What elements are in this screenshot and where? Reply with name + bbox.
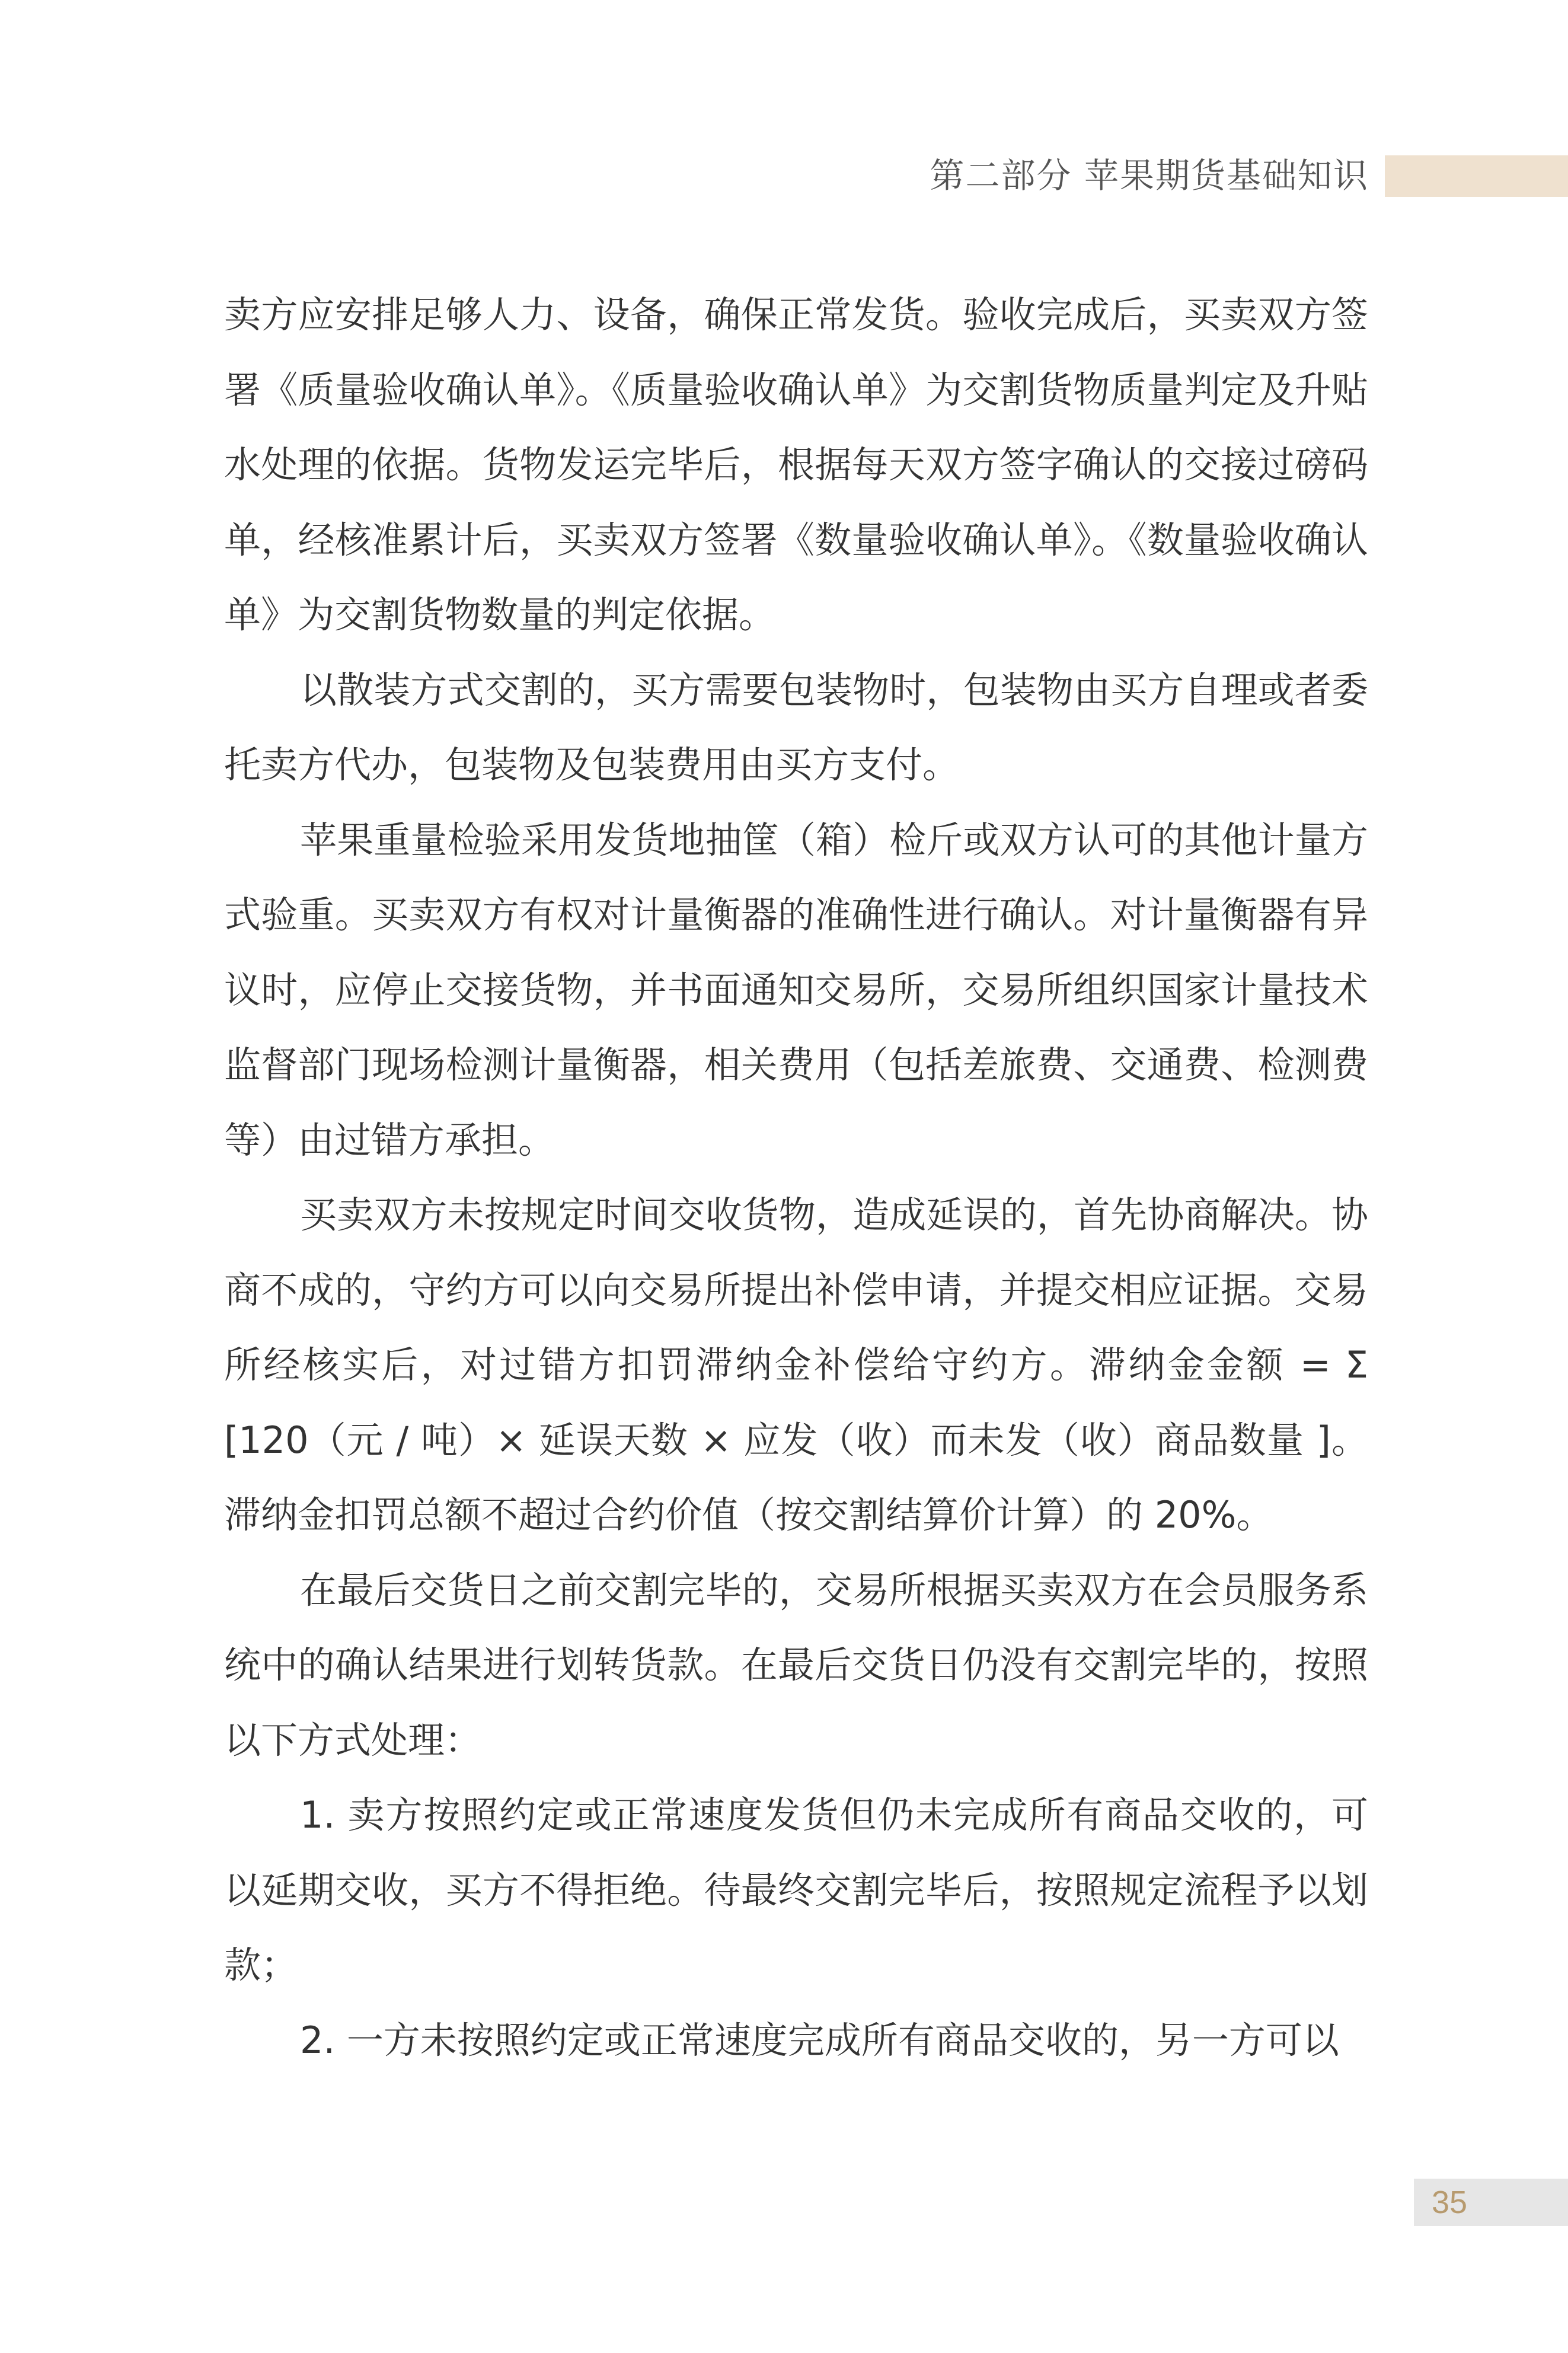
list-item: 1. 卖方按照约定或正常速度发货但仍未完成所有商品交收的，可以延期交收，买方不得拒绝。待最终交割完毕后，按照规定流程予以划款； xyxy=(224,1793,1368,1987)
paragraph: 卖方应安排足够人力、设备，确保正常发货。验收完成后，买卖双方签署《质量验收确认单》。《质量验收确认单》为交割货物质量判定及升贴水处理的依据。货物发运完毕后，根据每天双方签字确认的交接过磅码单，经核准累计后，买卖双方签署《数量验收确认单》。《数量验收确认单》为交割货物数量的判定依据。 xyxy=(224,293,1368,636)
paragraph: 买卖双方未按规定时间交收货物，造成延误的，首先协商解决。协商不成的，守约方可以向交易所提出补偿申请，并提交相应证据。交易所经核实后，对过错方扣罚滞纳金补偿给守约方。滞纳金金额 = Σ [120（元 / 吨）× 延误天数 × 应发（收）而未发（收）商品数量 ]。滞纳金扣罚总额不超过合约价值（按交割结算价计算）的 20%。 xyxy=(224,1193,1368,1536)
running-header-title: 第二部分 苹果期货基础知识 xyxy=(930,155,1369,196)
paragraph: 苹果重量检验采用发货地抽筐（箱）检斤或双方认可的其他计量方式验重。买卖双方有权对计量衡器的准确性进行确认。对计量衡器有异议时，应停止交接货物，并书面通知交易所，交易所组织国家计量技术监督部门现场检测计量衡器，相关费用（包括差旅费、交通费、检测费等）由过错方承担。 xyxy=(224,818,1368,1162)
header-accent-bar xyxy=(1385,155,1568,197)
page-number: 35 xyxy=(1432,2185,1468,2220)
paragraph: 在最后交货日之前交割完毕的，交易所根据买卖双方在会员服务系统中的确认结果进行划转货款。在最后交货日仍没有交割完毕的，按照以下方式处理： xyxy=(224,1568,1368,1762)
list-item: 2. 一方未按照约定或正常速度完成所有商品交收的，另一方可以 xyxy=(300,2018,1339,2062)
body-text xyxy=(224,278,1368,2078)
paragraph: 以散装方式交割的，买方需要包装物时，包装物由买方自理或者委托卖方代办，包装物及包装费用由买方支付。 xyxy=(224,668,1368,786)
page-number-badge xyxy=(1414,2179,1568,2226)
